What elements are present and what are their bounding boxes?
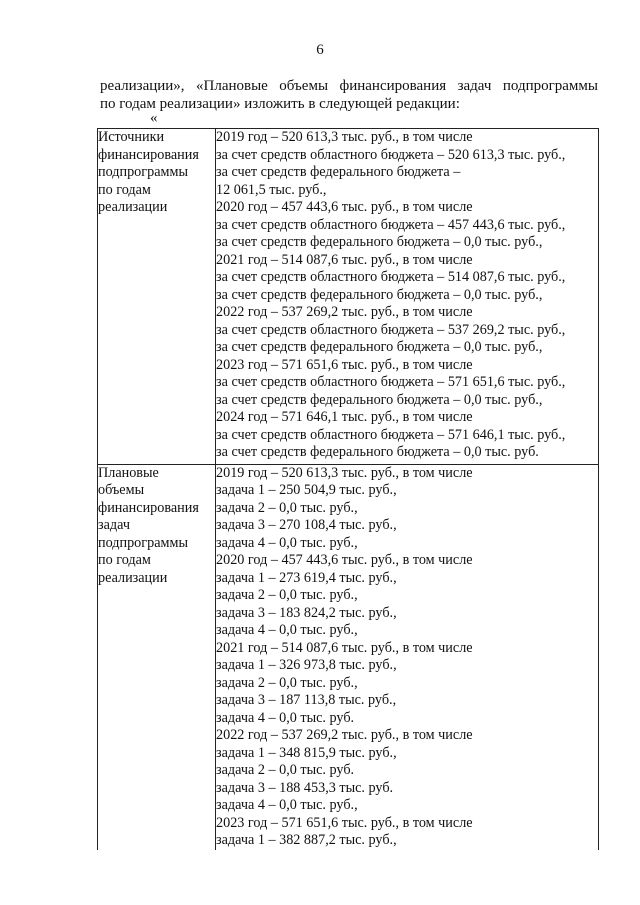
text-line: задача 1 – 273 619,4 тыс. руб., <box>216 569 397 586</box>
text-line: 2021 год – 514 087,6 тыс. руб., в том числе <box>216 639 473 656</box>
text-line: за счет средств областного бюджета – 520 613,3 тыс. руб., <box>216 146 566 163</box>
text-line: задача 2 – 0,0 тыс. руб. <box>216 762 355 778</box>
text-line: 2020 год – 457 443,6 тыс. руб., в том числе <box>216 199 473 215</box>
text-line: за счет средств областного бюджета – 514 087,6 тыс. руб., <box>216 269 566 285</box>
text-line: финансирования <box>98 499 199 516</box>
text-line: 2024 год – 571 646,1 тыс. руб., в том числе <box>216 409 473 425</box>
text-line: задача 1 – 348 815,9 тыс. руб., <box>216 744 397 761</box>
row-label-cell <box>98 129 216 465</box>
row-label <box>98 465 215 588</box>
text-line: задача 4 – 0,0 тыс. руб., <box>216 622 358 638</box>
text-line: за счет средств федерального бюджета – <box>216 164 461 180</box>
text-line: реализации <box>98 199 168 215</box>
text-line: задача 3 – 270 108,4 тыс. руб., <box>216 517 397 533</box>
row-content-cell <box>216 464 599 850</box>
text-line: Источники <box>98 129 165 145</box>
text-line: подпрограммы <box>98 534 188 551</box>
text-line: объемы <box>98 482 145 498</box>
text-line: за счет средств федерального бюджета – 0,0 тыс. руб., <box>216 339 543 355</box>
text-line: задача 1 – 382 887,2 тыс. руб., <box>216 832 397 848</box>
text-line: 2023 год – 571 651,6 тыс. руб., в том числе <box>216 356 473 373</box>
opening-quote: « <box>150 110 158 126</box>
intro-paragraph <box>100 77 598 113</box>
table-row-task-volumes <box>98 464 599 850</box>
text-line: Плановые <box>98 464 159 481</box>
text-line: за счет средств федерального бюджета – 0,0 тыс. руб., <box>216 391 543 408</box>
text-line: 2019 год – 520 613,3 тыс. руб., в том числе <box>216 129 473 145</box>
text-line: 2019 год – 520 613,3 тыс. руб., в том числе <box>216 464 473 481</box>
text-line: задача 4 – 0,0 тыс. руб. <box>216 709 355 726</box>
row-content <box>216 129 598 462</box>
text-line: задача 2 – 0,0 тыс. руб., <box>216 499 358 516</box>
page-number: 6 <box>316 42 324 58</box>
text-line: задач <box>98 517 130 533</box>
text-line: реализации <box>98 569 168 586</box>
text-line: за счет средств областного бюджета – 571 651,6 тыс. руб., <box>216 374 566 390</box>
intro-line-1: реализации», «Плановые объемы финансирования задач подпрограммы <box>100 78 598 94</box>
text-line: задача 4 – 0,0 тыс. руб., <box>216 534 358 551</box>
text-line: задача 3 – 187 113,8 тыс. руб., <box>216 692 397 708</box>
text-line: за счет средств областного бюджета – 537 269,2 тыс. руб., <box>216 321 566 338</box>
row-label <box>98 129 215 217</box>
text-line: 2022 год – 537 269,2 тыс. руб., в том числе <box>216 727 473 743</box>
text-line: задача 3 – 188 453,3 тыс. руб. <box>216 779 394 796</box>
text-line: задача 3 – 183 824,2 тыс. руб., <box>216 604 397 621</box>
text-line: за счет средств федерального бюджета – 0,0 тыс. руб. <box>216 444 539 460</box>
row-content <box>216 465 598 850</box>
text-line: 2023 год – 571 651,6 тыс. руб., в том числе <box>216 814 473 831</box>
text-line: за счет средств федерального бюджета – 0,0 тыс. руб., <box>216 286 543 303</box>
text-line: 12 061,5 тыс. руб., <box>216 181 327 198</box>
text-line: за счет средств областного бюджета – 457 443,6 тыс. руб., <box>216 216 566 233</box>
text-line: за счет средств федерального бюджета – 0,0 тыс. руб., <box>216 234 543 250</box>
text-line: задача 2 – 0,0 тыс. руб., <box>216 674 358 691</box>
text-line: задача 1 – 250 504,9 тыс. руб., <box>216 482 397 498</box>
intro-line-2: по годам реализации» изложить в следующей редакции: <box>100 96 460 112</box>
text-line: 2022 год – 537 269,2 тыс. руб., в том числе <box>216 304 473 320</box>
text-line: 2021 год – 514 087,6 тыс. руб., в том числе <box>216 251 473 268</box>
financing-table <box>97 128 599 850</box>
text-line: по годам <box>98 552 151 568</box>
row-label-cell <box>98 464 216 850</box>
text-line: задача 2 – 0,0 тыс. руб., <box>216 587 358 603</box>
text-line: 2020 год – 457 443,6 тыс. руб., в том числе <box>216 552 473 568</box>
text-line: финансирования <box>98 146 199 163</box>
row-content-cell <box>216 129 599 465</box>
text-line: по годам <box>98 181 151 198</box>
text-line: подпрограммы <box>98 164 188 180</box>
text-line: за счет средств областного бюджета – 571 646,1 тыс. руб., <box>216 426 566 443</box>
text-line: задача 1 – 326 973,8 тыс. руб., <box>216 657 397 673</box>
table-row-funding-sources <box>98 129 599 465</box>
text-line: задача 4 – 0,0 тыс. руб., <box>216 797 358 813</box>
